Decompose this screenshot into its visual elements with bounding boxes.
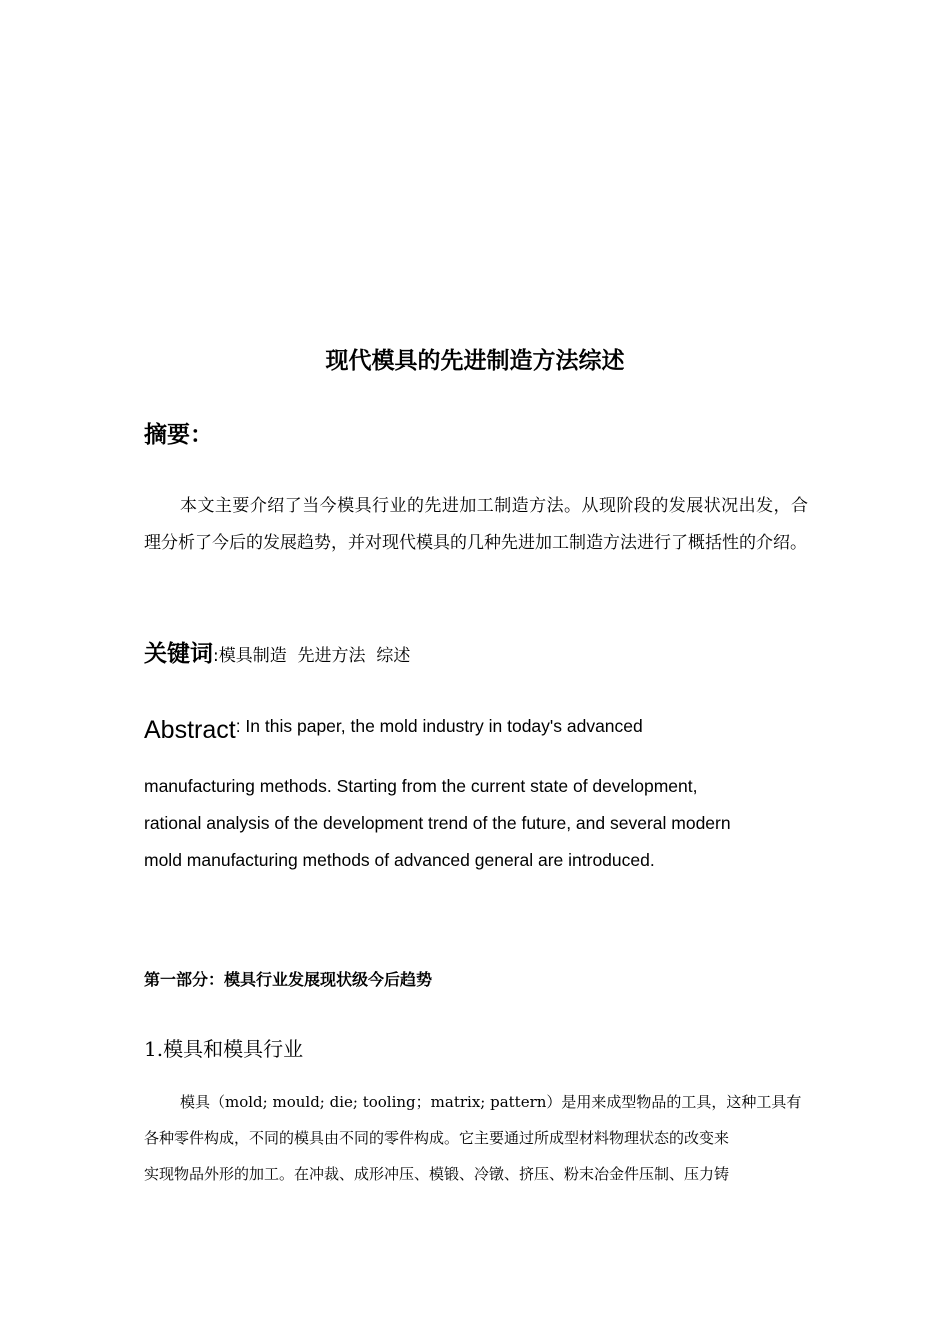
paragraph-line: 各种零件构成，不同的模具由不同的零件构成。它主要通过所成型材料物理状态的改变来 [144,1129,730,1147]
section-heading: 第一部分：模具行业发展现状级今后趋势 [144,970,433,989]
english-abstract-first-line: : In this paper, the mold industry in today's advanced [235,716,643,736]
body-paragraph [144,1084,808,1192]
english-abstract-body [144,768,808,879]
paragraph-line: 实现物品外形的加工。在冲裁、成形冲压、模锻、冷镦、挤压、粉末冶金件压制、压力铸 [144,1165,730,1183]
subsection-heading: 1.模具和模具行业 [144,1037,304,1061]
keywords-line [144,634,808,676]
keywords-values: 模具制造 先进方法 综述 [218,646,411,666]
paragraph-line: 模具（mold; mould; die; tooling；matrix; pattern）是用来成型物品的工具，这种工具有 [180,1093,802,1111]
abstract-label: 摘要： [144,422,213,448]
document-title: 现代模具的先进制造方法综述 [325,348,625,374]
english-abstract-heading [144,706,808,754]
english-abstract-label: Abstract [144,716,236,744]
english-abstract-line: manufacturing methods. Starting from the current state of development, [144,776,698,796]
english-abstract-line: rational analysis of the development trend of the future, and several modern [144,813,731,833]
keywords-colon: : [213,646,219,666]
abstract-body: 本文主要介绍了当今模具行业的先进加工制造方法。从现阶段的发展状况出发，合理分析了今后的发展趋势，并对现代模具的几种先进加工制造方法进行了概括性的介绍。 [144,496,808,553]
english-abstract-line: mold manufacturing methods of advanced general are introduced. [144,850,655,870]
keywords-label: 关键词 [144,641,213,667]
